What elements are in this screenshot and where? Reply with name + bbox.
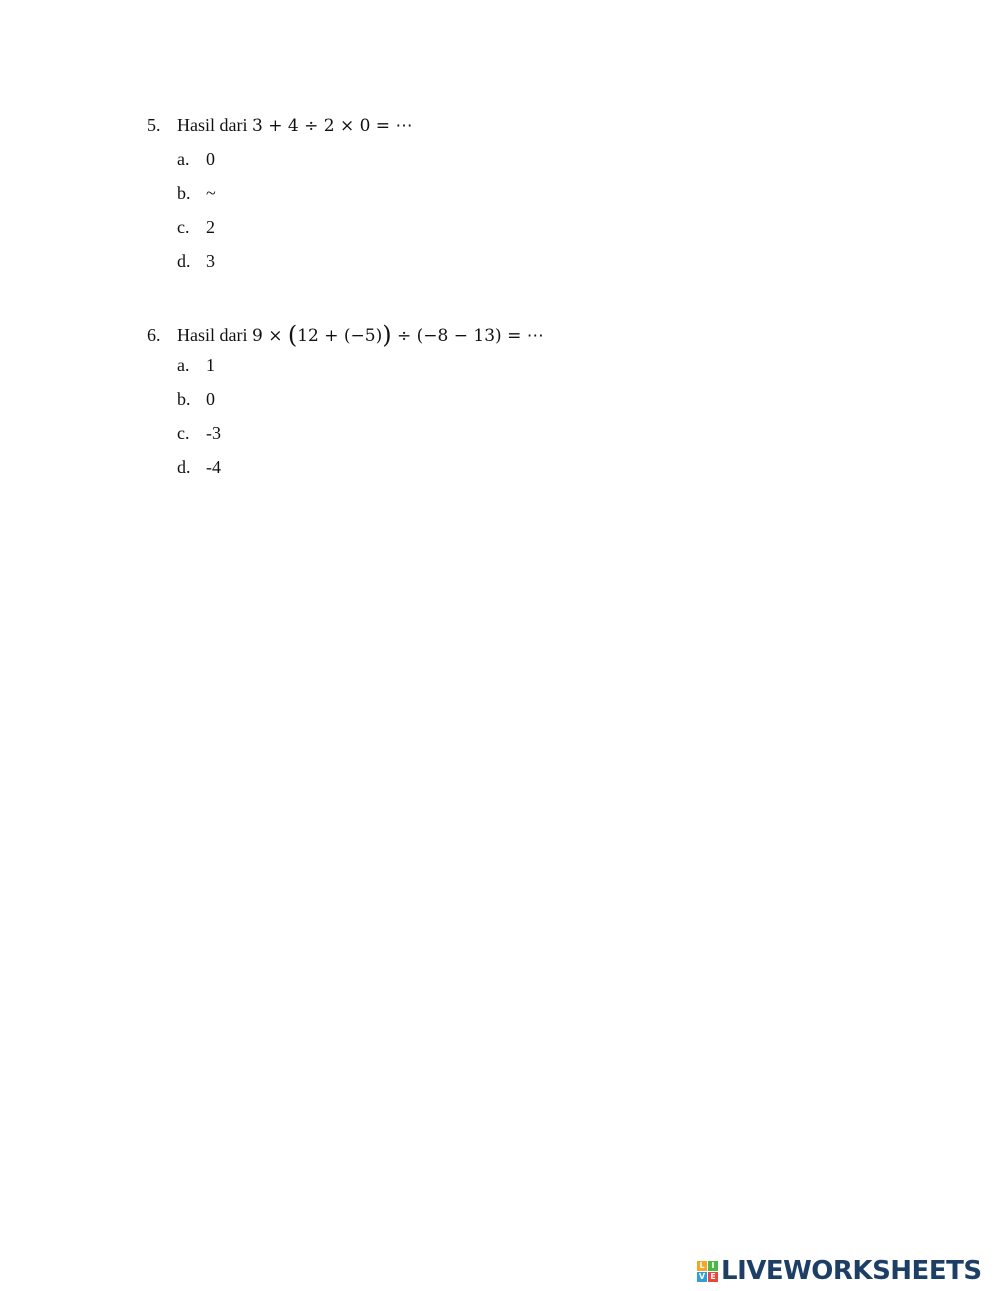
option-d[interactable] (177, 457, 544, 491)
question-stem (147, 321, 544, 351)
answer-options (177, 149, 412, 285)
math-expression (251, 321, 544, 349)
question-lead: Hasil dari (177, 325, 252, 345)
question-text (177, 115, 412, 136)
option-value: 3 (206, 251, 215, 271)
answer-options (177, 355, 544, 491)
option-a[interactable] (177, 149, 412, 183)
option-letter: d. (177, 251, 191, 271)
expr-pre: 9 × (251, 326, 288, 346)
close-paren: ) (382, 321, 392, 349)
option-value: ~ (206, 183, 216, 203)
expr-post: ÷ (−8 − 13) = ⋯ (391, 326, 544, 346)
option-letter: c. (177, 423, 190, 443)
option-b[interactable] (177, 183, 412, 217)
liveworksheets-logo (697, 1256, 982, 1286)
question-stem (147, 115, 412, 145)
question-text (177, 321, 544, 349)
option-value: -4 (206, 457, 221, 477)
option-c[interactable] (177, 423, 544, 457)
question-6 (147, 321, 544, 491)
option-value: 0 (206, 389, 215, 409)
option-letter: d. (177, 457, 191, 477)
option-letter: a. (177, 149, 190, 169)
option-letter: c. (177, 217, 190, 237)
question-number: 5. (147, 115, 161, 135)
logo-tile: E (708, 1272, 718, 1282)
expr-inner: 12 + (−5) (297, 326, 383, 346)
logo-tile: I (708, 1261, 718, 1271)
option-a[interactable] (177, 355, 544, 389)
option-b[interactable] (177, 389, 544, 423)
math-expression: 3 + 4 ÷ 2 × 0 = ⋯ (251, 116, 413, 136)
option-c[interactable] (177, 217, 412, 251)
option-value: 2 (206, 217, 215, 237)
logo-tiles-icon (697, 1261, 718, 1282)
logo-text: LIVEWORKSHEETS (721, 1256, 982, 1286)
question-lead: Hasil dari (177, 115, 252, 135)
logo-tile: L (697, 1261, 707, 1271)
option-letter: b. (177, 389, 191, 409)
option-letter: a. (177, 355, 190, 375)
option-letter: b. (177, 183, 191, 203)
option-value: -3 (206, 423, 221, 443)
option-d[interactable] (177, 251, 412, 285)
option-value: 0 (206, 149, 215, 169)
logo-tile: V (698, 1271, 706, 1281)
option-value: 1 (206, 355, 215, 375)
open-paren: ( (287, 321, 298, 349)
question-number: 6. (147, 325, 161, 345)
question-5 (147, 115, 412, 285)
